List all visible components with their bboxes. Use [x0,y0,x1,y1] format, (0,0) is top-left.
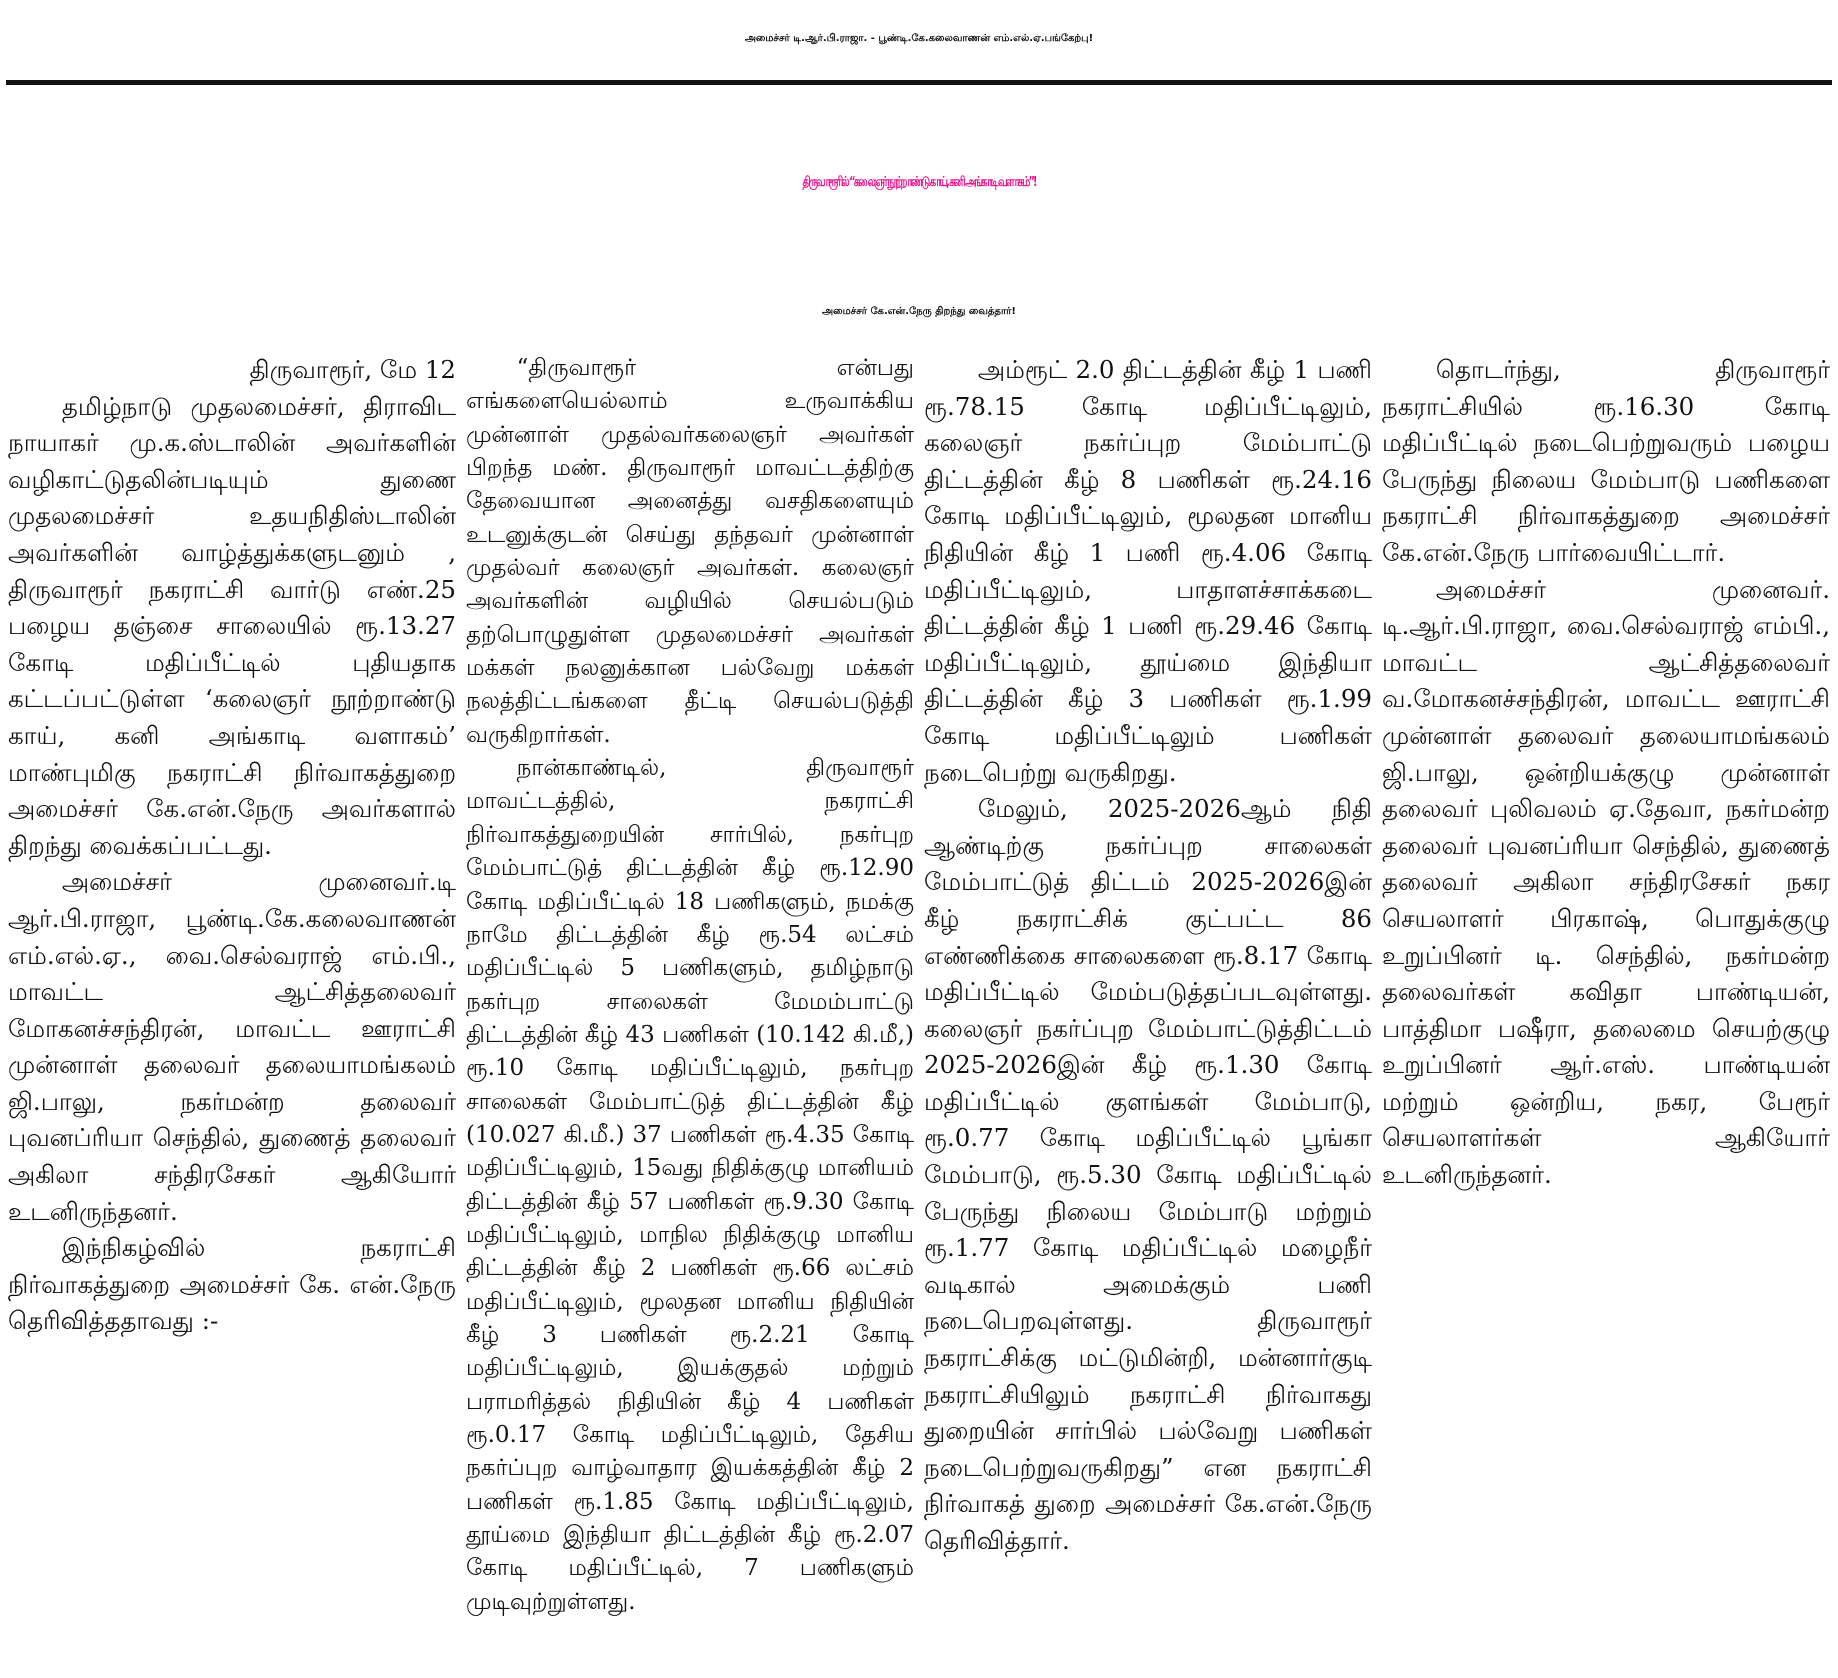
paragraph: அமைச்சர் முனைவர்.டி ஆர்.பி.ராஜா, பூண்டி.கே.கலைவாணன் எம்.எல்.ஏ., வை.செல்வராஜ் எம்.பி., மாவட்ட ஆட்சித்தலைவர் மோகனச்சந்திரன், மாவட்ட ஊராட்சி முன்னாள் தலைவர் தலையாமங்கலம் ஜி.பாலு, நகர்மன்ற தலைவர் புவனப்ரியா செந்தில், துணைத் தலைவர் அகிலா சந்திரசேகர் ஆகியோர் உடனிருந்தனர். [8,867,456,1226]
paragraph: இந்நிகழ்வில் நகராட்சி நிர்வாகத்துறை அமைச்சர் கே. என்.நேரு தெரிவித்ததாவது :- [8,1233,456,1336]
paragraph: மேலும், 2025-2026ஆம் நிதி ஆண்டிற்கு நகர்ப்புற சாலைகள் மேம்பாட்டுத் திட்டம் 2025-2026இன் கீழ் நகராட்சிக் குட்பட்ட 86 எண்ணிக்கை சாலைகளை ரூ.8.17 கோடி மதிப்பீட்டில் மேம்படுத்தப்படவுள்ளது. கலைஞர் நகர்ப்புற மேம்பாட்டுத்திட்டம் 2025-2026இன் கீழ் ரூ.1.30 கோடி மதிப்பீட்டில் குளங்கள் மேம்பாடு, ரூ.0.77 கோடி மதிப்பீட்டில் பூங்கா மேம்பாடு, ரூ.5.30 கோடி மதிப்பீட்டில் பேருந்து நிலைய மேம்பாடு மற்றும் ரூ.1.77 கோடி மதிப்பீட்டில் மழைநீர் வடிகால் அமைக்கும் பணி நடைபெறவுள்ளது. திருவாரூர் நகராட்சிக்கு மட்டுமின்றி, மன்னார்குடி நகராட்சியிலும் நகராட்சி நிர்வாகது துறையின் சார்பில் பல்வேறு பணிகள் நடைபெற்றுவருகிறது” என நகராட்சி நிர்வாகத் துறை அமைச்சர் கே.என்.நேரு தெரிவித்தார். [924,794,1372,1555]
column-4 [1382,352,1830,1674]
paragraph: அமைச்சர் முனைவர். டி.ஆர்.பி.ராஜா, வை.செல்வராஜ் எம்பி., மாவட்ட ஆட்சித்தலைவர் வ.மோகனச்சந்திரன், மாவட்ட ஊராட்சி முன்னாள் தலைவர் தலையாமங்கலம் ஜி.பாலு, ஒன்றியக்குழு முன்னாள் தலைவர் புலிவலம் ஏ.தேவா, நகர்மன்ற தலைவர் புவனப்ரியா செந்தில், துணைத் தலைவர் அகிலா சந்திரசேகர் நகர செயலாளர் பிரகாஷ், பொதுக்குழு உறுப்பினர் டி. செந்தில், நகர்மன்ற தலைவர்கள் கவிதா பாண்டியன், பாத்திமா பஷீரா, தலைமை செயற்குழு உறுப்பினர் ஆர்.எஸ். பாண்டியன் மற்றும் ஒன்றிய, நகர, பேரூர் செயலாளர்கள் ஆகியோர் உடனிருந்தனர். [1382,574,1830,1190]
article-body [8,352,1830,1674]
subheadline: அமைச்சர் கே.என்.நேரு திறந்து வைத்தார்! [822,306,1016,317]
paragraph: நான்காண்டில், திருவாரூர் மாவட்டத்தில், நகராட்சி நிர்வாகத்துறையின் சார்பில், நகர்புற மேம்பாட்டுத் திட்டத்தின் கீழ் ரூ.12.90 கோடி மதிப்பீட்டில் 18 பணிகளும், நமக்கு நாமே திட்டத்தின் கீழ் ரூ.54 லட்சம் மதிப்பீட்டில் 5 பணிகளும், தமிழ்நாடு நகர்புற சாலைகள் மேமம்பாட்டு திட்டத்தின் கீழ் 43 பணிகள் (10.142 கி.மீ,) ரூ.10 கோடி மதிப்பீட்டிலும், நகர்புற சாலைகள் மேம்பாட்டுத் திட்டத்தின் கீழ் (10.027 கி.மீ.) 37 பணிகள் ரூ.4.35 கோடி மதிப்பீட்டிலும், 15வது நிதிக்குழு மானியம் திட்டத்தின் கீழ் 57 பணிகள் ரூ.9.30 கோடி மதிப்பீட்டிலும், மாநில நிதிக்குழு மானிய திட்டத்தின் கீழ் 2 பணிகள் ரூ.66 லட்சம் மதிப்பீட்டிலும், மூலதன மானிய நிதியின் கீழ் 3 பணிகள் ரூ.2.21 கோடி மதிப்பீட்டிலும், இயக்குதல் மற்றும் பராமரித்தல் நிதியின் கீழ் 4 பணிகள் ரூ.0.17 கோடி மதிப்பீட்டிலும், தேசிய நகர்ப்புற வாழ்வாதார இயக்கத்தின் கீழ் 2 பணிகள் ரூ.1.85 கோடி மதிப்பீட்டிலும், தூய்மை இந்தியா திட்டத்தின் கீழ் ரூ.2.07 கோடி மதிப்பீட்டில், 7 பணிகளும் முடிவுற்றுள்ளது. [466,755,914,1615]
column-3 [924,352,1372,1674]
paragraph: தமிழ்நாடு முதலமைச்சர், திராவிட நாயாகர் மு.க.ஸ்டாலின் அவர்களின் வழிகாட்டுதலின்படியும் துணை முதலமைச்சர் உதயநிதிஸ்டாலின் அவர்களின் வாழ்த்துக்களுடனும் , திருவாரூர் நகராட்சி வார்டு எண்.25 பழைய தஞ்சை சாலையில் ரூ.13.27 கோடி மதிப்பீட்டில் புதியதாக கட்டப்பட்டுள்ள ‘கலைஞர் நூற்றாண்டு காய், கனி அங்காடி வளாகம்’ மாண்புமிகு நகராட்சி நிர்வாகத்துறை அமைச்சர் கே.என்.நேரு அவர்களால் திறந்து வைக்கப்பட்டது. [8,391,456,860]
column-2 [466,352,914,1674]
kicker-line: அமைச்சர் டி.ஆர்.பி.ராஜா. - பூண்டி.கே.கலைவாணன் எம்.எல்.ஏ.பங்கேற்பு! [744,33,1094,44]
column-1 [8,352,456,1674]
dateline: திருவாரூர், மே 12 [249,355,456,384]
paragraph: “திருவாரூர் என்பது எங்களையெல்லாம் உருவாக்கிய முன்னாள் முதல்வர்கலைஞர் அவர்கள் பிறந்த மண். திருவாரூர் மாவட்டத்திற்கு தேவையான அனைத்து வசதிகளையும் உடனுக்குடன் செய்து தந்தவர் முன்னாள் முதல்வர் கலைஞர் அவர்கள். கலைஞர் அவர்களின் வழியில் செயல்படும் தற்பொழுதுள்ள முதலமைச்சர் அவர்கள் மக்கள் நலனுக்கான பல்வேறு மக்கள் நலத்திட்டங்களை தீட்டி செயல்படுத்தி வருகிறார்கள். [466,355,914,748]
headline: திருவாரூரில் “கலைஞர் நூற்றாண்டு காய், கனி அங்காடி வளாகம்”! [802,174,1036,190]
paragraph: தொடர்ந்து, திருவாரூர் நகராட்சியில் ரூ.16.30 கோடி மதிப்பீட்டில் நடைபெற்றுவரும் பழைய பேருந்து நிலைய மேம்பாடு பணிகளை நகராட்சி நிர்வாகத்துறை அமைச்சர் கே.என்.நேரு பார்வையிட்டார். [1382,355,1830,567]
paragraph: அம்ரூட் 2.0 திட்டத்தின் கீழ் 1 பணி ரூ.78.15 கோடி மதிப்பீட்டிலும், கலைஞர் நகர்ப்புற மேம்பாட்டு திட்டத்தின் கீழ் 8 பணிகள் ரூ.24.16 கோடி மதிப்பீட்டிலும், மூலதன மானிய நிதியின் கீழ் 1 பணி ரூ.4.06 கோடி மதிப்பீட்டிலும், பாதாளச்சாக்கடை திட்டத்தின் கீழ் 1 பணி ரூ.29.46 கோடி மதிப்பீட்டிலும், தூய்மை இந்தியா திட்டத்தின் கீழ் 3 பணிகள் ரூ.1.99 கோடி மதிப்பீட்டிலும் பணிகள் நடைபெற்று வருகிறது. [924,355,1372,787]
